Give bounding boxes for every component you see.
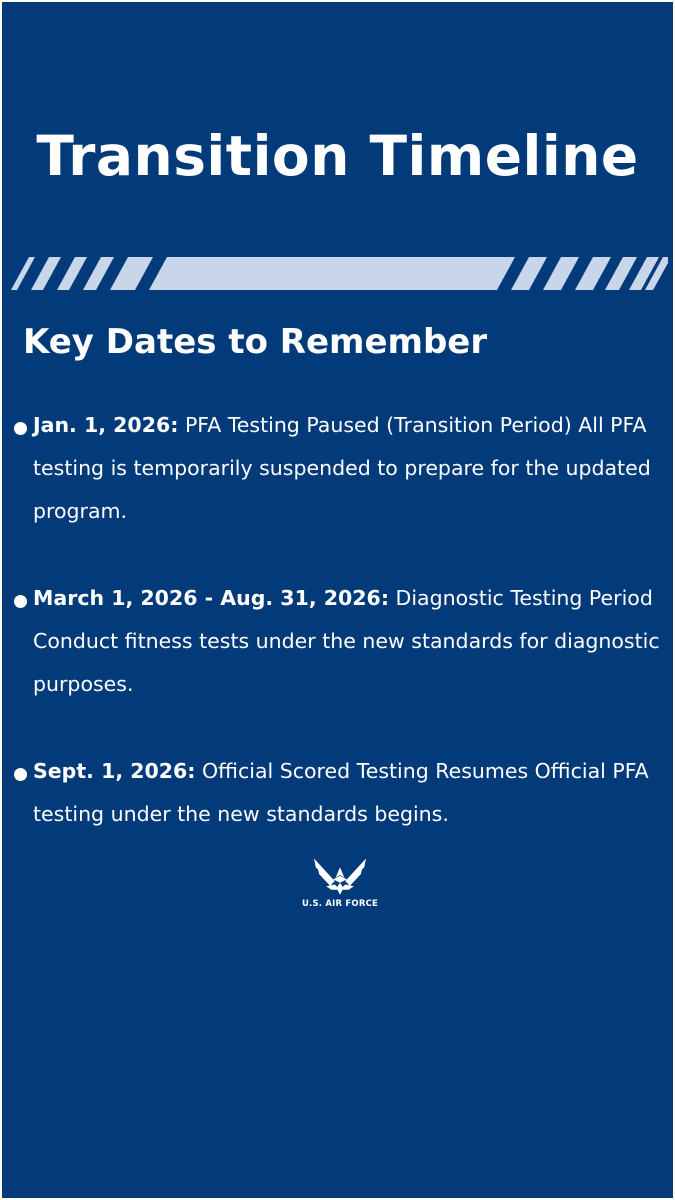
logo-wordmark: U.S. AIR FORCE <box>301 899 379 909</box>
infographic-panel <box>2 2 673 1198</box>
section-subtitle: Key Dates to Remember <box>23 322 488 362</box>
timeline-item <box>14 750 669 836</box>
air-force-logo <box>297 855 383 925</box>
timeline-description: Diagnostic Testing Period Conduct fitness tests under the new standards for diagnostic purposes. <box>33 586 660 696</box>
bullet-icon <box>14 768 27 781</box>
timeline-item <box>14 404 669 533</box>
bullet-icon <box>14 595 27 608</box>
timeline-list <box>14 404 669 880</box>
timeline-description: PFA Testing Paused (Transition Period) All PFA testing is temporarily suspended to prepare for the updated program. <box>33 413 651 523</box>
timeline-description: Official Scored Testing Resumes Official PFA testing under the new standards begins. <box>33 759 649 826</box>
timeline-date: Sept. 1, 2026: <box>33 759 196 783</box>
air-force-symbol-icon <box>314 855 366 895</box>
bullet-icon <box>14 422 27 435</box>
timeline-date: Jan. 1, 2026: <box>33 413 179 437</box>
timeline-item <box>14 577 669 706</box>
timeline-date: March 1, 2026 - Aug. 31, 2026: <box>33 586 390 610</box>
decorative-stripe-bar <box>11 257 668 290</box>
page-title: Transition Timeline <box>36 124 639 188</box>
